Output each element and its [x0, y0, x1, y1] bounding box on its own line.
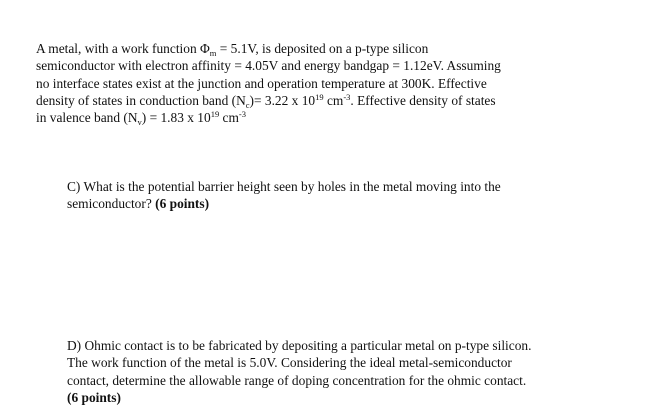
question-d-line-3: contact, determine the allowable range of doping concentration for the ohmic contact. [67, 372, 527, 388]
question-c [67, 178, 637, 213]
subscript-m: m [209, 48, 217, 58]
intro-text: density of states in conduction band (N [36, 92, 246, 108]
question-d-points: (6 points) [67, 389, 121, 405]
problem-statement [36, 40, 636, 126]
intro-text: semiconductor with electron affinity = 4.05V and energy bandgap = 1.12eV. Assuming [36, 58, 501, 74]
unit-exponent: -3 [238, 109, 246, 120]
intro-line-3 [36, 75, 636, 92]
subscript-v: v [137, 117, 142, 128]
question-d [67, 337, 637, 406]
intro-text: no interface states exist at the junction and operation temperature at 300K. Effective [36, 75, 487, 91]
intro-text: = 5.1V, is deposited on a p-type silicon [216, 41, 429, 56]
intro-line-1 [36, 40, 636, 57]
intro-text: )= 3.22 x 10 [249, 92, 316, 108]
exponent: 19 [315, 91, 324, 102]
intro-text: A metal, with a work function Φ [36, 41, 210, 56]
intro-text: cm [219, 110, 239, 126]
intro-text: in valence band (N [36, 110, 138, 126]
exponent: 19 [210, 109, 220, 120]
intro-line-2 [36, 57, 636, 74]
intro-line-4 [36, 92, 636, 109]
intro-text: ) = 1.83 x 10 [141, 110, 211, 126]
question-c-line-1: C) What is the potential barrier height seen by holes in the metal moving into the [67, 179, 501, 194]
intro-line-5 [36, 109, 636, 126]
question-c-text: semiconductor? [67, 196, 156, 212]
question-c-points: (6 points) [155, 196, 210, 212]
intro-text: cm [323, 92, 344, 108]
subscript-c: c [245, 99, 250, 110]
intro-text: . Effective density of states [350, 92, 496, 108]
question-d-line-2: The work function of the metal is 5.0V. Considering the ideal metal-semiconductor [67, 355, 512, 371]
unit-exponent: -3 [343, 91, 351, 102]
question-d-line-1: D) Ohmic contact is to be fabricated by depositing a particular metal on p-type silicon. [67, 338, 532, 353]
question-c-line-2 [67, 195, 637, 212]
